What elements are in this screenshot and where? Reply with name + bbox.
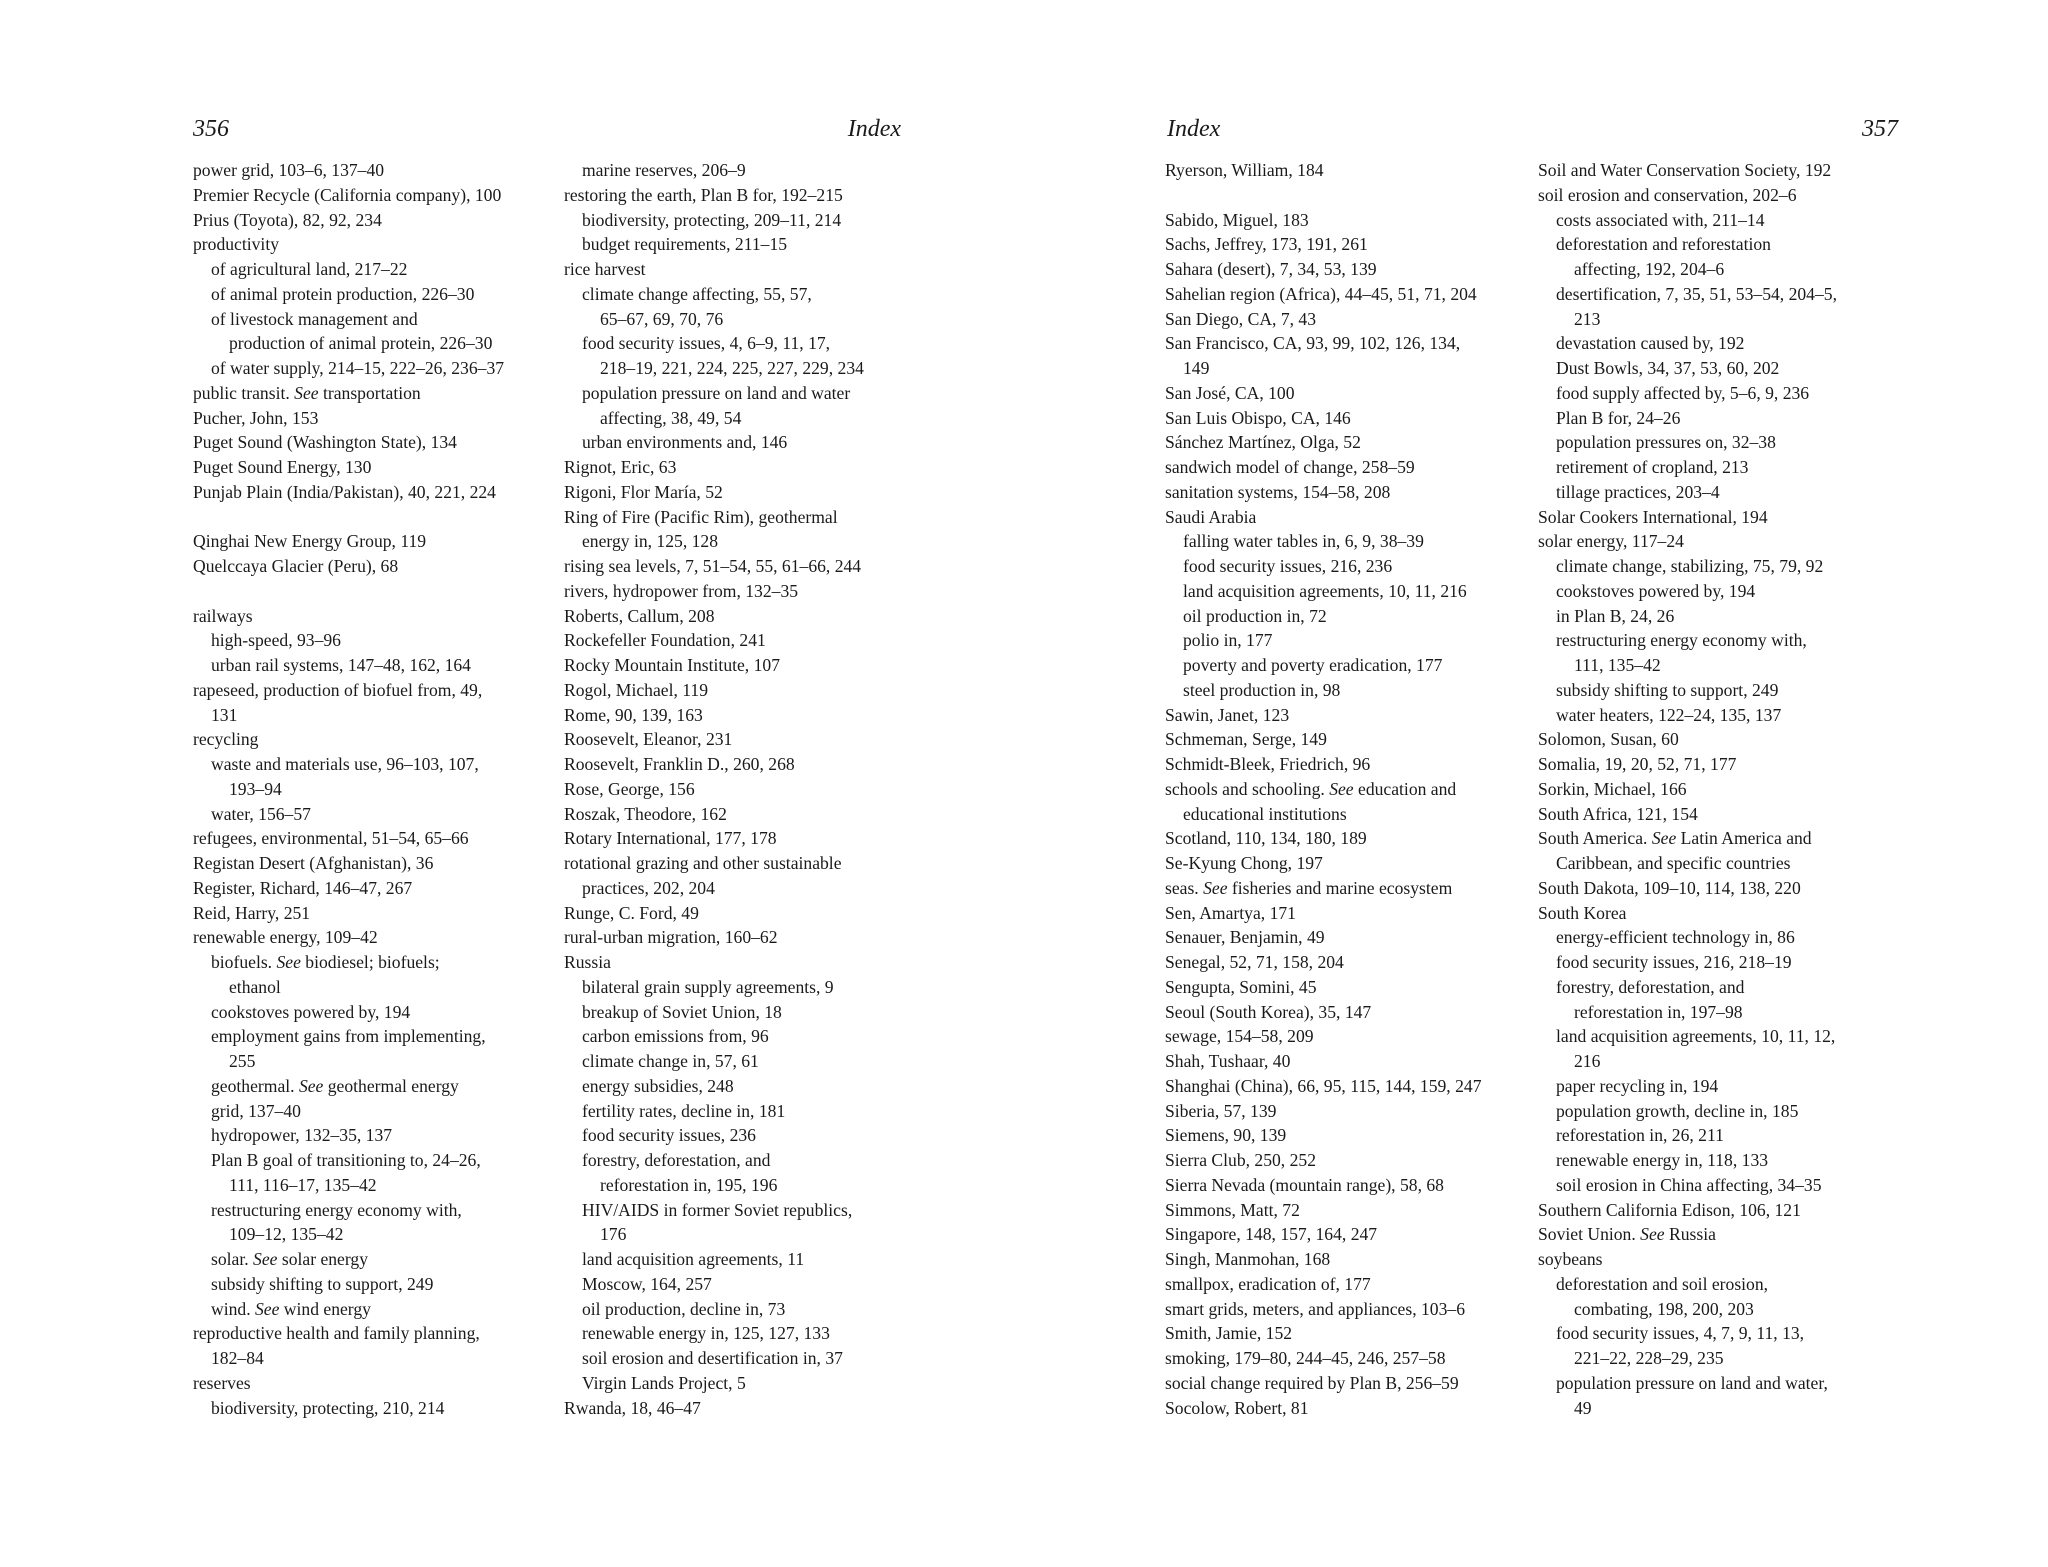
index-subentry: biodiversity, protecting, 209–11, 214 [582, 209, 842, 230]
index-subentry: costs associated with, 211–14 [1556, 209, 1765, 230]
index-subentry: grid, 137–40 [211, 1100, 301, 1121]
index-subentry: HIV/AIDS in former Soviet republics, 176 [582, 1199, 853, 1245]
index-entry: refugees, environmental, 51–54, 65–66 [193, 828, 469, 849]
index-subentry: wind. See wind energy [211, 1298, 371, 1319]
index-entry: Se-Kyung Chong, 197 [1165, 853, 1323, 873]
index-entry: recycling [193, 729, 259, 750]
see-reference: See [276, 952, 301, 972]
index-entry: Runge, C. Ford, 49 [564, 902, 699, 923]
index-subentry: food security issues, 4, 6–9, 11, 17, 218–19, 221, 224, 225, 227, 229, 234 [582, 333, 864, 378]
index-subentry: cookstoves powered by, 194 [211, 1001, 411, 1022]
index-subentry: of water supply, 214–15, 222–26, 236–37 [211, 358, 505, 378]
see-reference: See [254, 1298, 280, 1319]
index-entry: Rose, George, 156 [564, 778, 695, 799]
index-entry: Sierra Club, 250, 252 [1165, 1150, 1316, 1170]
index-subentry: soil erosion and desertification in, 37 [582, 1348, 843, 1368]
index-entry: Saudi Arabia [1165, 506, 1257, 527]
index-entry: Socolow, Robert, 81 [1165, 1397, 1309, 1418]
index-entry: Qinghai New Energy Group, 119 [193, 531, 427, 552]
index-entry: Southern California Edison, 106, 121 [1538, 1199, 1801, 1220]
index-entry: Sengupta, Somini, 45 [1165, 976, 1317, 997]
index-subentry: oil production, decline in, 73 [582, 1298, 786, 1319]
index-entry: Solomon, Susan, 60 [1538, 729, 1679, 750]
index-subentry: forestry, deforestation, and reforestation in, 195, 196 [582, 1150, 778, 1195]
index-entry: soybeans [1538, 1249, 1603, 1269]
running-head: Index [1167, 116, 1221, 142]
index-entry: soil erosion and conservation, 202–6 [1538, 184, 1797, 205]
index-entry: Sahelian region (Africa), 44–45, 51, 71, 204 [1165, 283, 1477, 304]
index-entry: rivers, hydropower from, 132–35 [564, 580, 799, 601]
index-entry: Rogol, Michael, 119 [564, 679, 708, 700]
index-entry: Rwanda, 18, 46–47 [564, 1397, 701, 1418]
see-reference: See [1651, 828, 1677, 849]
index-entry: Ring of Fire (Pacific Rim), geothermal energy in, 125, 128 [564, 506, 838, 552]
index-subentry: forestry, deforestation, and reforestation in, 197–98 [1556, 976, 1745, 1022]
index-entry: Singh, Manmohan, 168 [1165, 1249, 1331, 1269]
index-entry: South Korea [1538, 902, 1627, 923]
index-subentry: Plan B for, 24–26 [1556, 407, 1681, 428]
index-column [564, 158, 919, 1420]
index-subentry: of animal protein production, 226–30 [211, 283, 475, 304]
index-subentry: deforestation and soil erosion, combating, 198, 200, 203 [1556, 1273, 1769, 1319]
index-entry: Solar Cookers International, 194 [1538, 506, 1768, 527]
index-subentry: climate change in, 57, 61 [582, 1051, 759, 1071]
index-entry: Seoul (South Korea), 35, 147 [1165, 1001, 1372, 1022]
index-subentry: population pressure on land and water, 49 [1556, 1372, 1828, 1418]
index-subentry: Plan B goal of transitioning to, 24–26, 111, 116–17, 135–42 [211, 1150, 481, 1195]
index-subentry: urban rail systems, 147–48, 162, 164 [211, 655, 471, 675]
index-subentry: breakup of Soviet Union, 18 [582, 1001, 782, 1022]
index-entry: Sánchez Martínez, Olga, 52 [1165, 432, 1361, 453]
index-subentry: solar. See solar energy [211, 1249, 368, 1269]
index-entry: smoking, 179–80, 244–45, 246, 257–58 [1165, 1348, 1446, 1368]
index-subentry: retirement of cropland, 213 [1556, 457, 1749, 477]
index-entry: South Dakota, 109–10, 114, 138, 220 [1538, 877, 1801, 898]
index-entry: Rignot, Eric, 63 [564, 457, 677, 477]
see-reference: See [253, 1249, 278, 1269]
index-subentry: Dust Bowls, 34, 37, 53, 60, 202 [1556, 358, 1780, 378]
index-entry: reproductive health and family planning, 182–84 [193, 1323, 480, 1368]
page-number: 357 [1862, 116, 1898, 142]
index-entry: South America. See Latin America and Caribbean, and specific countries [1538, 828, 1812, 873]
index-subentry: paper recycling in, 194 [1556, 1075, 1719, 1096]
index-subentry: waste and materials use, 96–103, 107, 193–94 [211, 754, 479, 799]
index-entry: sanitation systems, 154–58, 208 [1165, 481, 1391, 502]
index-subentry: renewable energy in, 118, 133 [1556, 1150, 1769, 1170]
index-subentry: hydropower, 132–35, 137 [211, 1125, 393, 1146]
index-entry: Premier Recycle (California company), 100 [193, 184, 502, 205]
index-subentry: subsidy shifting to support, 249 [1556, 679, 1779, 700]
index-subentry: land acquisition agreements, 11 [582, 1249, 805, 1269]
page-number: 356 [193, 116, 229, 142]
index-entry: San Francisco, CA, 93, 99, 102, 126, 134, 149 [1165, 333, 1461, 378]
index-entry: Puget Sound Energy, 130 [193, 457, 372, 477]
see-reference: See [1329, 778, 1354, 799]
index-subentry: subsidy shifting to support, 249 [211, 1273, 434, 1294]
index-entry: Sawin, Janet, 123 [1165, 704, 1290, 725]
index-subentry: food security issues, 4, 7, 9, 11, 13, 221–22, 228–29, 235 [1556, 1323, 1805, 1368]
index-subentry: steel production in, 98 [1183, 679, 1341, 700]
index-entry: rice harvest [564, 259, 646, 279]
index-entry: Registan Desert (Afghanistan), 36 [193, 853, 434, 873]
index-entry: Punjab Plain (India/Pakistan), 40, 221, 224 [193, 481, 496, 502]
index-entry: Rigoni, Flor María, 52 [564, 481, 723, 502]
index-entry: Reid, Harry, 251 [193, 902, 311, 923]
index-entry: Roosevelt, Franklin D., 260, 268 [564, 754, 795, 774]
index-entry: Somalia, 19, 20, 52, 71, 177 [1538, 754, 1737, 774]
index-entry: Pucher, John, 153 [193, 407, 319, 428]
index-subentry: biodiversity, protecting, 210, 214 [211, 1397, 445, 1418]
index-subentry: energy subsidies, 248 [582, 1075, 734, 1096]
index-column [1538, 158, 1898, 1420]
index-entry: Smith, Jamie, 152 [1165, 1323, 1293, 1344]
index-subentry: soil erosion in China affecting, 34–35 [1556, 1174, 1822, 1195]
index-subentry: population pressures on, 32–38 [1556, 432, 1776, 453]
index-entry: rapeseed, production of biofuel from, 49, 131 [193, 679, 483, 725]
see-reference: See [294, 382, 319, 403]
index-entry: schools and schooling. See education and educational institutions [1165, 778, 1457, 824]
index-entry: San José, CA, 100 [1165, 382, 1295, 403]
index-entry: Quelccaya Glacier (Peru), 68 [193, 556, 399, 576]
index-subentry: high-speed, 93–96 [211, 630, 341, 651]
index-entry: Schmeman, Serge, 149 [1165, 729, 1327, 750]
index-subentry: fertility rates, decline in, 181 [582, 1100, 786, 1121]
index-subentry: population pressure on land and water affecting, 38, 49, 54 [582, 382, 851, 428]
index-entry: Senauer, Benjamin, 49 [1165, 927, 1325, 948]
index-entry: Sen, Amartya, 171 [1165, 902, 1296, 923]
index-subentry: biofuels. See biodiesel; biofuels; ethanol [211, 952, 440, 997]
index-entry: Siemens, 90, 139 [1165, 1125, 1287, 1146]
index-entry: sandwich model of change, 258–59 [1165, 457, 1415, 477]
index-entry: San Luis Obispo, CA, 146 [1165, 407, 1351, 428]
see-reference: See [1640, 1224, 1665, 1245]
index-subentry: food security issues, 236 [582, 1125, 756, 1146]
index-subentry: climate change affecting, 55, 57, 65–67, 69, 70, 76 [582, 283, 812, 329]
index-entry: Siberia, 57, 139 [1165, 1100, 1277, 1121]
index-subentry: population growth, decline in, 185 [1556, 1100, 1799, 1121]
index-entry: power grid, 103–6, 137–40 [193, 160, 385, 180]
index-entry: Roszak, Theodore, 162 [564, 803, 727, 824]
right-page [1024, 0, 2048, 1567]
index-subentry: of livestock management and production of animal protein, 226–30 [211, 308, 493, 354]
index-subentry: reforestation in, 26, 211 [1556, 1125, 1724, 1146]
index-entry: railways [193, 605, 253, 626]
index-subentry: Moscow, 164, 257 [582, 1273, 712, 1294]
index-entry: sewage, 154–58, 209 [1165, 1026, 1314, 1047]
index-subentry: employment gains from implementing, 255 [211, 1026, 486, 1071]
index-entry: rural-urban migration, 160–62 [564, 927, 778, 948]
index-entry: Singapore, 148, 157, 164, 247 [1165, 1224, 1378, 1245]
index-column [1165, 158, 1525, 1420]
index-subentry: desertification, 7, 35, 51, 53–54, 204–5, 213 [1556, 283, 1837, 329]
index-subentry: climate change, stabilizing, 75, 79, 92 [1556, 556, 1824, 576]
index-entry: Sahara (desert), 7, 34, 53, 139 [1165, 259, 1377, 279]
running-head: Index [847, 116, 901, 142]
index-subentry: food supply affected by, 5–6, 9, 236 [1556, 382, 1810, 403]
index-subentry: food security issues, 216, 218–19 [1556, 952, 1792, 972]
index-entry: social change required by Plan B, 256–59 [1165, 1372, 1459, 1393]
see-reference: See [1203, 877, 1228, 898]
index-entry: Soil and Water Conservation Society, 192 [1538, 160, 1832, 180]
index-entry: seas. See fisheries and marine ecosystem [1165, 877, 1453, 898]
index-subentry: poverty and poverty eradication, 177 [1183, 655, 1443, 675]
index-subentry: water, 156–57 [211, 803, 311, 824]
index-entry: Sabido, Miguel, 183 [1165, 209, 1309, 230]
index-subentry: land acquisition agreements, 10, 11, 12, 216 [1556, 1026, 1836, 1071]
index-subentry: food security issues, 216, 236 [1183, 556, 1393, 576]
index-entry: Schmidt-Bleek, Friedrich, 96 [1165, 754, 1371, 774]
index-entry: Sorkin, Michael, 166 [1538, 778, 1687, 799]
index-entry: Rome, 90, 139, 163 [564, 704, 703, 725]
index-subentry: marine reserves, 206–9 [582, 160, 746, 180]
index-subentry: water heaters, 122–24, 135, 137 [1556, 704, 1782, 725]
index-entry: Rockefeller Foundation, 241 [564, 630, 766, 651]
index-entry: rising sea levels, 7, 51–54, 55, 61–66, 244 [564, 556, 862, 576]
index-entry: Rotary International, 177, 178 [564, 828, 777, 849]
index-entry: Sierra Nevada (mountain range), 58, 68 [1165, 1174, 1444, 1195]
index-entry: Prius (Toyota), 82, 92, 234 [193, 209, 382, 230]
index-entry: Rocky Mountain Institute, 107 [564, 655, 780, 675]
index-entry: rotational grazing and other sustainable practices, 202, 204 [564, 853, 842, 898]
index-entry: Sachs, Jeffrey, 173, 191, 261 [1165, 234, 1368, 255]
index-subentry: geothermal. See geothermal energy [211, 1075, 459, 1096]
index-subentry: cookstoves powered by, 194 [1556, 580, 1756, 601]
index-subentry: land acquisition agreements, 10, 11, 216 [1183, 580, 1467, 601]
index-entry: South Africa, 121, 154 [1538, 803, 1698, 824]
index-subentry: tillage practices, 203–4 [1556, 481, 1720, 502]
index-entry: Senegal, 52, 71, 158, 204 [1165, 952, 1344, 972]
index-subentry: deforestation and reforestation affecting, 192, 204–6 [1556, 234, 1771, 279]
index-entry: Shanghai (China), 66, 95, 115, 144, 159, 247 [1165, 1075, 1482, 1096]
index-subentry: bilateral grain supply agreements, 9 [582, 976, 834, 997]
index-subentry: budget requirements, 211–15 [582, 234, 788, 255]
index-entry: Simmons, Matt, 72 [1165, 1199, 1300, 1220]
index-entry: Russia [564, 952, 611, 972]
see-reference: See [298, 1075, 324, 1096]
index-subentry: restructuring energy economy with, 109–12, 135–42 [211, 1199, 462, 1245]
index-entry: San Diego, CA, 7, 43 [1165, 308, 1317, 329]
index-entry: solar energy, 117–24 [1538, 531, 1684, 552]
index-subentry: in Plan B, 24, 26 [1556, 605, 1675, 626]
index-subentry: renewable energy in, 125, 127, 133 [582, 1323, 830, 1344]
index-subentry: polio in, 177 [1183, 630, 1273, 651]
index-subentry: Virgin Lands Project, 5 [582, 1372, 746, 1393]
index-subentry: oil production in, 72 [1183, 605, 1327, 626]
index-entry: Shah, Tushaar, 40 [1165, 1051, 1291, 1071]
index-entry: productivity [193, 234, 280, 255]
index-subentry: carbon emissions from, 96 [582, 1026, 769, 1047]
index-entry: Ryerson, William, 184 [1165, 160, 1324, 180]
index-entry: Register, Richard, 146–47, 267 [193, 877, 413, 898]
index-entry: smart grids, meters, and appliances, 103–6 [1165, 1298, 1465, 1319]
index-entry: Scotland, 110, 134, 180, 189 [1165, 828, 1367, 849]
index-entry: reserves [193, 1372, 251, 1393]
index-subentry: urban environments and, 146 [582, 432, 788, 453]
index-column [193, 158, 548, 1420]
index-entry: restoring the earth, Plan B for, 192–215 [564, 184, 843, 205]
index-entry: Roosevelt, Eleanor, 231 [564, 729, 733, 750]
index-entry: public transit. See transportation [193, 382, 421, 403]
index-subentry: energy-efficient technology in, 86 [1556, 927, 1795, 948]
index-subentry: of agricultural land, 217–22 [211, 259, 408, 279]
index-subentry: falling water tables in, 6, 9, 38–39 [1183, 531, 1424, 552]
index-entry: Roberts, Callum, 208 [564, 605, 715, 626]
index-entry: Soviet Union. See Russia [1538, 1224, 1716, 1245]
index-entry: renewable energy, 109–42 [193, 927, 378, 948]
index-entry: smallpox, eradication of, 177 [1165, 1273, 1371, 1294]
index-entry: Puget Sound (Washington State), 134 [193, 432, 457, 453]
index-subentry: restructuring energy economy with, 111, 135–42 [1556, 630, 1807, 675]
index-subentry: devastation caused by, 192 [1556, 333, 1745, 354]
